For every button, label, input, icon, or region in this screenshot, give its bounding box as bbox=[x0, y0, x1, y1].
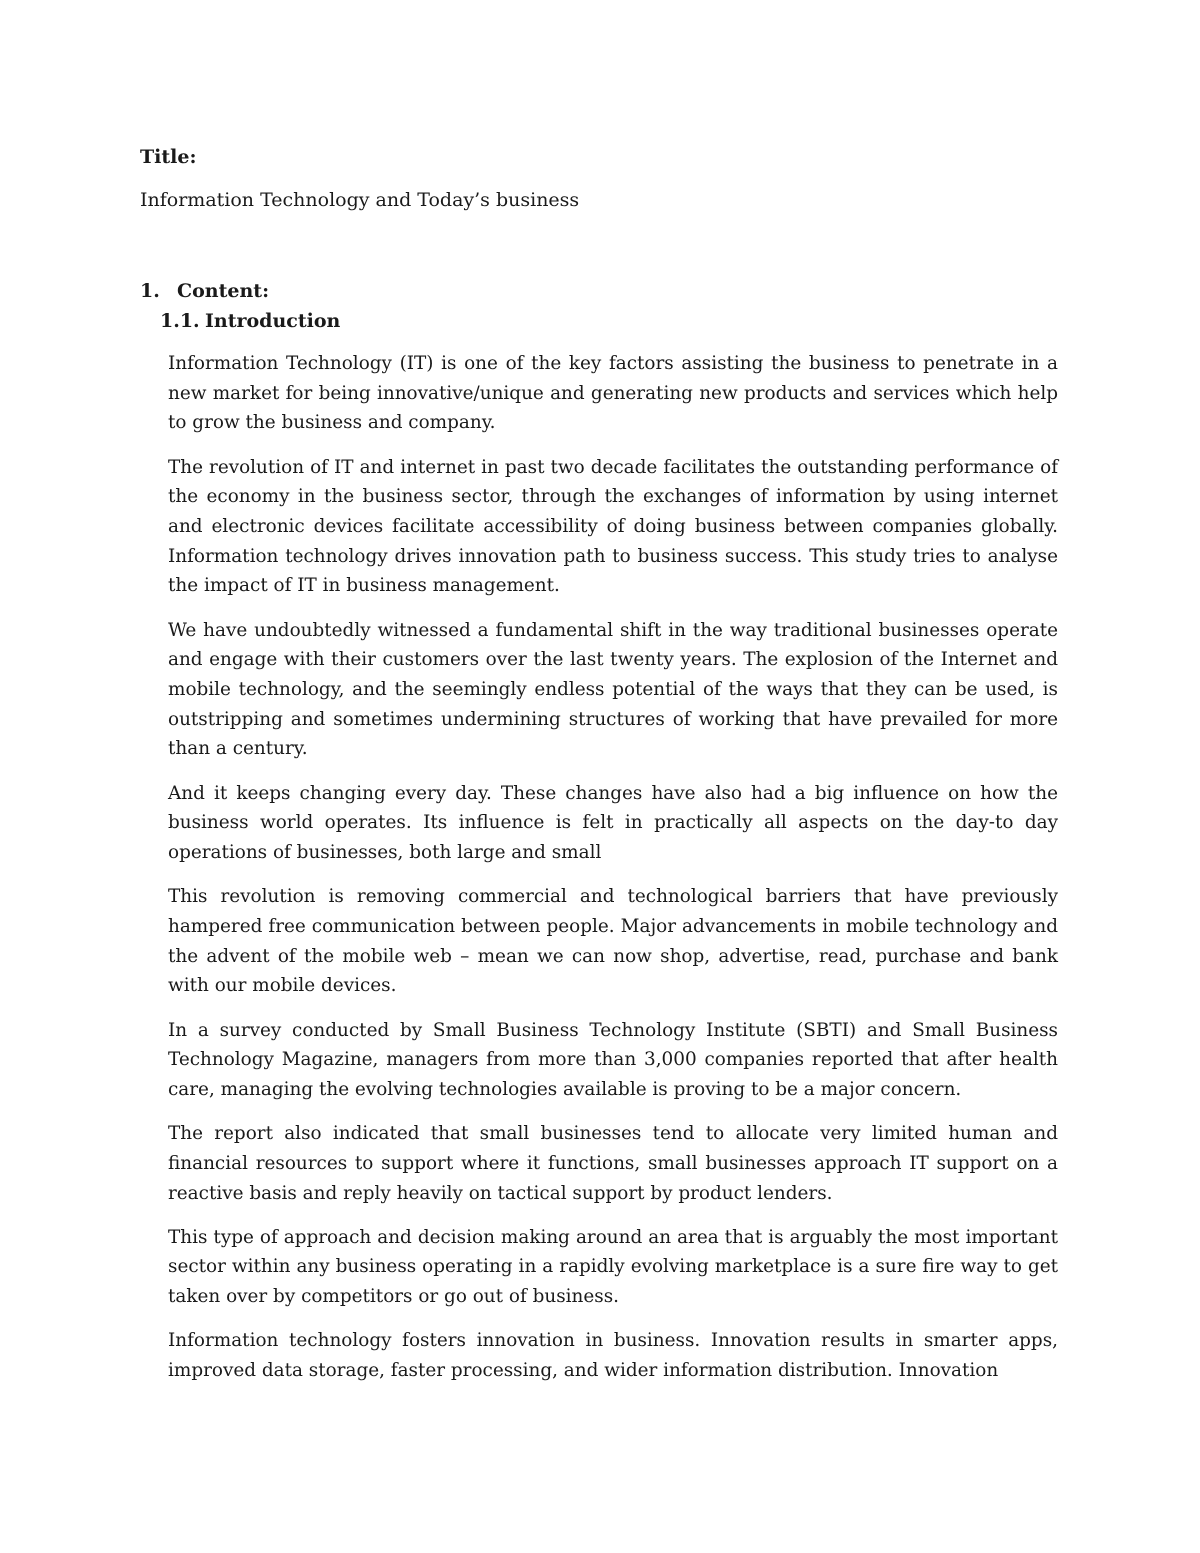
paragraph-6: In a survey conducted by Small Business Technology Institute (SBTI) and Small Business Technology Magazine, managers from more than 3,000 companies reported that after health care, managing the evolving technologies available is proving to be a major concern. bbox=[168, 1019, 1058, 1100]
document-title: Information Technology and Today’s business bbox=[140, 189, 580, 211]
paragraph-5: This revolution is removing commercial and technological barriers that have previously hampered free communication between people. Major advancements in mobile technology and the advent of the mobile web – mean we can now shop, advertise, read, purchase and bank with our mobile devices. bbox=[168, 886, 1058, 997]
title-label: Title: bbox=[140, 146, 197, 168]
subsection-heading bbox=[160, 308, 340, 334]
section-number: 1. bbox=[140, 280, 160, 302]
paragraph-9: Information technology fosters innovation in business. Innovation results in smarter apps, improved data storage, faster processing, and wider information distribution. Innovation bbox=[168, 1330, 1058, 1382]
subsection-number: 1.1. bbox=[160, 310, 200, 332]
paragraph-4: And it keeps changing every day. These changes have also had a big influence on how the business world operates. Its influence is felt in practically all aspects on the day-to day operations of businesses, both large and small bbox=[168, 782, 1058, 864]
paragraph-3: We have undoubtedly witnessed a fundamental shift in the way traditional businesses operate and engage with their customers over the last twenty years. The explosion of the Internet and mobile technology, and the seemingly endless potential of the ways that they can be used, is outstripping and sometimes undermining structures of working that have prevailed for more than a century. bbox=[168, 619, 1058, 760]
paragraph-1: Information Technology (IT) is one of the key factors assisting the business to penetrate in a new market for being innovative/unique and generating new products and services which help to grow the business and company. bbox=[168, 353, 1058, 434]
paragraph-8: This type of approach and decision making around an area that is arguably the most important sector within any business operating in a rapidly evolving marketplace is a sure fire way to get taken over by competitors or go out of business. bbox=[168, 1226, 1058, 1308]
section-label: Content: bbox=[177, 280, 270, 302]
introduction-body bbox=[168, 349, 1058, 1400]
section-heading bbox=[140, 278, 269, 304]
subsection-label: Introduction bbox=[205, 310, 341, 332]
paragraph-2: The revolution of IT and internet in past two decade facilitates the outstanding performance of the economy in the business sector, through the exchanges of information by using internet and electronic devices facilitate accessibility of doing business between companies globally. Information technology drives innovation path to business success. This study tries to analyse the impact of IT in business management. bbox=[168, 456, 1058, 597]
paragraph-7: The report also indicated that small businesses tend to allocate very limited human and financial resources to support where it functions, small businesses approach IT support on a reactive basis and reply heavily on tactical support by product lenders. bbox=[168, 1123, 1058, 1204]
